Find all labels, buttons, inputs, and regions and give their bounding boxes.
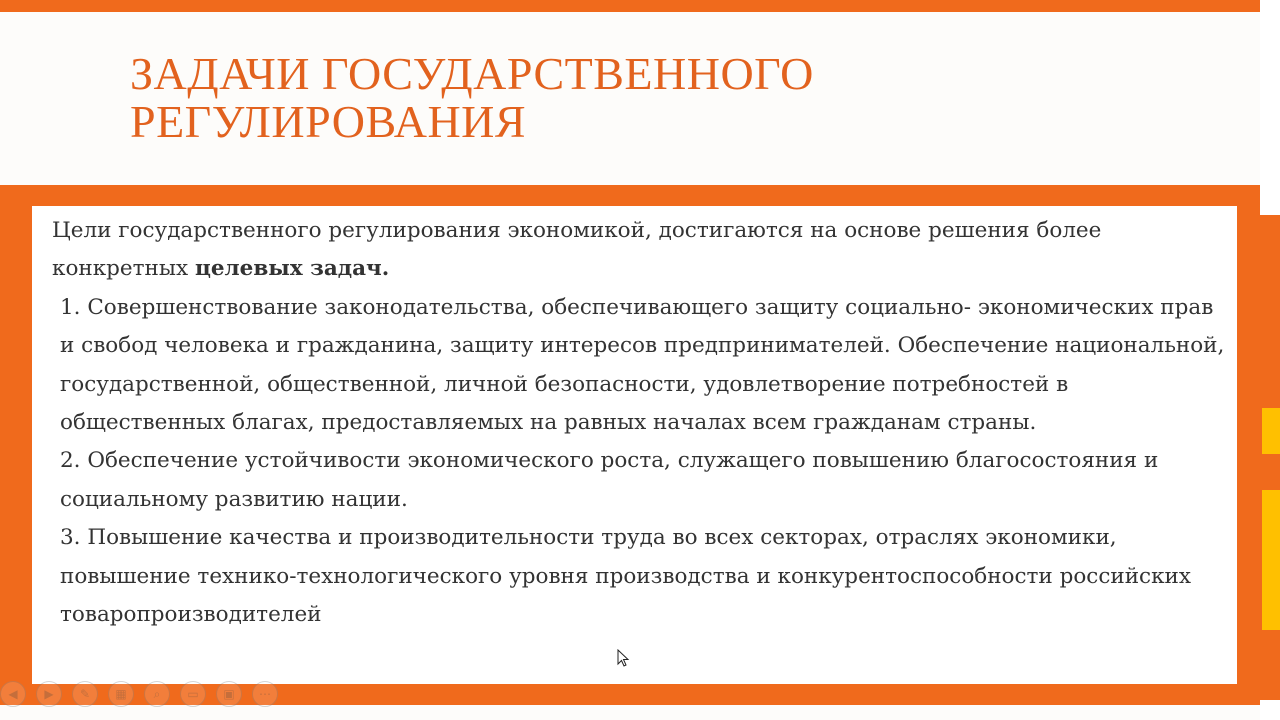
yellow-accent-tab bbox=[1262, 408, 1280, 454]
top-accent-bar bbox=[0, 0, 1260, 12]
more-icon[interactable]: ⋯ bbox=[252, 681, 278, 707]
task-item-2: 2. Обеспечение устойчивости экономического роста, служащего повышению благосостояния и социальному развитию нации. bbox=[60, 448, 1159, 512]
yellow-accent-tab bbox=[1262, 490, 1280, 630]
slide-body bbox=[52, 212, 1227, 634]
zoom-icon[interactable]: ⌕ bbox=[144, 681, 170, 707]
slide-title: ЗАДАЧИ ГОСУДАРСТВЕННОГО РЕГУЛИРОВАНИЯ bbox=[130, 48, 814, 147]
task-item-3: 3. Повышение качества и производительности труда во всех секторах, отраслях экономики, повышение технико-технологического уровня производства и конкурентоспособности российских товаропроизводителей bbox=[60, 525, 1191, 628]
content-box bbox=[32, 206, 1237, 684]
next-icon[interactable]: ▶ bbox=[36, 681, 62, 707]
mouse-cursor-icon bbox=[617, 649, 631, 669]
slides-grid-icon[interactable]: ▦ bbox=[108, 681, 134, 707]
intro-bold-text: целевых задач. bbox=[194, 256, 390, 282]
previous-icon[interactable]: ◀ bbox=[0, 681, 26, 707]
task-item-1: 1. Совершенствование законодательства, обеспечивающего защиту социально- экономических прав и свобод человека и гражданина, защиту интересов предпринимателей. Обеспечение национальной, государственной, общественной, личной безопасности, удовлетворение потребностей в общественных благах, предоставляемых на равных началах всем гражданам страны. bbox=[60, 294, 1225, 436]
pen-icon[interactable]: ✎ bbox=[72, 681, 98, 707]
screen-icon[interactable]: ▣ bbox=[216, 681, 242, 707]
subtitles-icon[interactable]: ▭ bbox=[180, 681, 206, 707]
intro-text: Цели государственного регулирования экономикой, достигаются на основе решения более конкретных bbox=[52, 218, 1102, 282]
intro-paragraph bbox=[52, 212, 1227, 289]
slideshow-toolbar bbox=[0, 680, 278, 708]
